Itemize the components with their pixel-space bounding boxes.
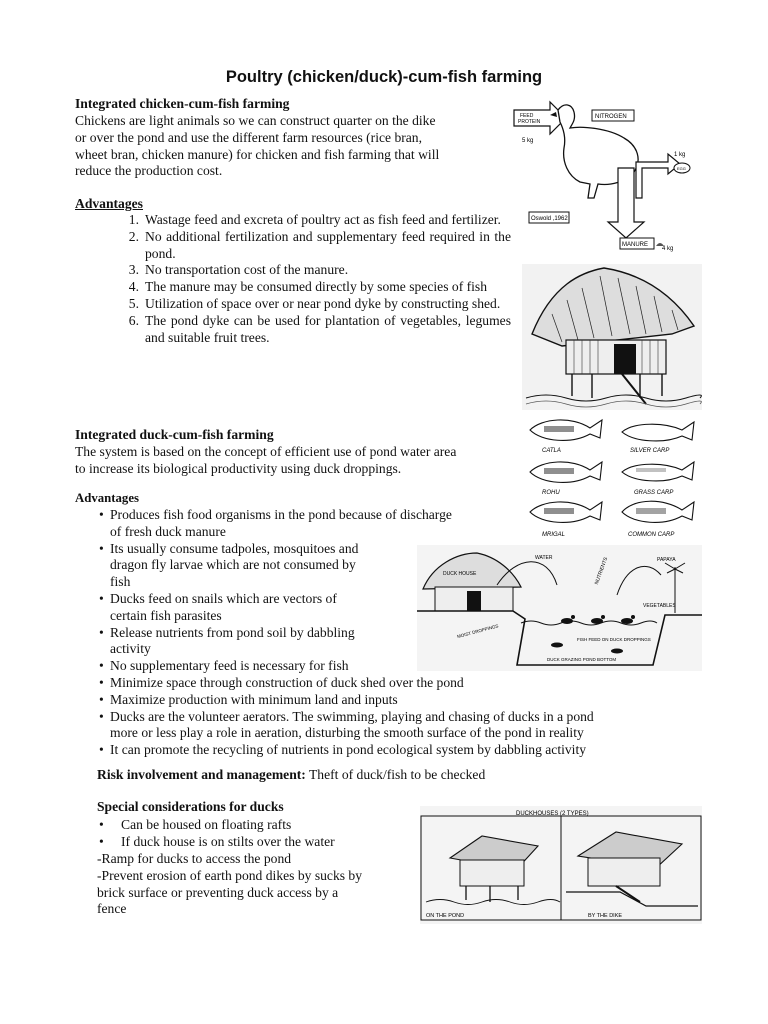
list-item	[117, 279, 511, 296]
note-line: -Prevent erosion of earth pond dikes by sucks by	[97, 867, 363, 883]
duck-houses-illustration	[420, 806, 702, 924]
nitrogen-label: NITROGEN	[595, 114, 627, 120]
bullet-line: certain fish parasites	[110, 607, 222, 623]
grass-carp-label: GRASS CARP	[634, 490, 674, 496]
egg-amount: 1 kg	[674, 152, 686, 158]
list-item	[117, 296, 511, 313]
egg-label: EGG	[677, 166, 686, 171]
droppings-label: MOIST DROPPINGS	[456, 623, 499, 640]
right-house-wall	[588, 858, 660, 886]
list-item	[117, 229, 511, 263]
list-item	[117, 262, 511, 279]
fish-feed-label: FISH FEED ON DUCK DROPPINGS	[577, 637, 651, 642]
chicken-nutrient-diagram	[512, 98, 702, 263]
rohu-label: ROHU	[542, 490, 560, 496]
duck-section-heading: Integrated duck-cum-fish farming	[75, 427, 274, 442]
item-number: 3.	[128, 262, 139, 278]
nutrients-label: NUTRIENTS	[593, 556, 610, 586]
item-text: The pond dyke can be used for plantation of vegetables, legumes and suitable fruit trees.	[145, 312, 511, 345]
chicken-house-illustration	[522, 264, 702, 410]
item-text: The manure may be consumed directly by some species of fish	[145, 279, 488, 295]
duck-pond-svg	[417, 545, 702, 671]
chicken-intro-line: wheet bran, chicken manure) for chicken and fish farming that will	[75, 146, 440, 162]
item-text: No additional fertilization and supplementary feed required in the pond.	[145, 228, 511, 261]
egg-arrow	[636, 154, 680, 198]
bullet-line: • No supplementary feed is necessary for fish	[110, 658, 349, 674]
note-line: -Ramp for ducks to access the pond	[97, 851, 292, 866]
manure-label: MANURE	[622, 242, 649, 248]
risk-text: Theft of duck/fish to be checked	[305, 767, 486, 782]
common-carp-label: COMMON CARP	[628, 532, 675, 538]
risk-management	[97, 767, 485, 784]
chicken-advantages-heading: Advantages	[75, 196, 143, 211]
bullet-line: • Maximize production with minimum land and inputs	[110, 691, 398, 707]
chicken-house-svg	[522, 264, 702, 410]
list-item	[117, 313, 511, 347]
bullet-line: of fresh duck manure	[110, 523, 226, 539]
bullet-line: • Release nutrients from pond soil by dabbling	[110, 624, 355, 640]
item-number: 5.	[128, 295, 139, 311]
list-item	[99, 817, 399, 834]
grazing-label: DUCK GRAZING POND BOTTOM	[547, 657, 617, 662]
item-number: 6.	[128, 312, 139, 328]
bullet-line: • Produces fish food organisms in the pond because of discharge	[110, 507, 452, 522]
list-item	[99, 675, 669, 692]
item-number: 2.	[128, 228, 139, 244]
duck-pond-illustration	[417, 545, 702, 671]
silver-carp-fish	[622, 422, 694, 441]
special-heading: Special considerations for ducks	[97, 799, 284, 814]
bullet-line: more or less play a role in aeration, disturbing the smooth surface of the pond in reality	[110, 725, 584, 741]
duck-house-label: DUCK HOUSE	[443, 571, 477, 577]
item-number: 1.	[128, 212, 139, 227]
special-bullets	[99, 817, 399, 851]
bullet-line: • Minimize space through construction of duck shed over the pond	[110, 674, 464, 690]
list-item	[99, 692, 669, 709]
item-text: Wastage feed and excreta of poultry act as fish feed and fertilizer.	[145, 212, 501, 227]
silver-carp-label: SILVER CARP	[630, 448, 670, 454]
list-item	[117, 212, 511, 229]
feed-label: FEED	[520, 113, 534, 119]
on-the-pond-label: ON THE POND	[426, 913, 465, 919]
chicken-intro	[75, 113, 505, 180]
source-label: Oswold ,1962	[531, 216, 568, 222]
fish-species-illustration	[522, 410, 702, 540]
bullet-line: • Can be housed on floating rafts	[121, 817, 292, 832]
list-item	[99, 709, 669, 743]
water-label: WATER	[535, 555, 553, 561]
chicken-diagram-svg	[512, 98, 702, 263]
left-house-wall	[460, 860, 524, 886]
papaya-label: PAPAYA	[657, 557, 676, 563]
duck-intro-line: The system is based on the concept of efficient use of pond water area	[75, 444, 457, 459]
bullet-line: • It can promote the recycling of nutrients in pond ecological system by dabbling activity	[110, 742, 587, 758]
feed-amount: 5 kg	[522, 138, 534, 144]
manure-amount: 4 kg	[662, 246, 674, 252]
list-item	[99, 742, 669, 759]
bullet-line: fish	[110, 574, 131, 590]
protein-label: PROTEIN	[518, 119, 541, 125]
special-notes	[97, 851, 407, 918]
duck-advantages-heading: Advantages	[75, 491, 139, 505]
item-text: No transportation cost of the manure.	[145, 262, 349, 278]
by-the-dike-label: BY THE DIKE	[588, 913, 623, 919]
chicken-advantages-list	[117, 212, 511, 346]
duck-intro-line: to increase its biological productivity using duck droppings.	[75, 460, 402, 476]
chicken-intro-line: reduce the production cost.	[75, 163, 223, 179]
note-line: brick surface or preventing duck access by a	[97, 884, 339, 900]
bullet-line: • Ducks feed on snails which are vectors of	[110, 590, 337, 606]
bullet-line: dragon fly larvae which are not consumed by	[110, 557, 356, 573]
list-item	[99, 834, 399, 851]
chicken-section-heading: Integrated chicken-cum-fish farming	[75, 96, 290, 111]
duck-houses-svg	[420, 806, 702, 924]
duck-house-door	[467, 591, 481, 611]
item-number: 4.	[128, 279, 139, 295]
item-text: Utilization of space over or near pond dyke by constructing shed.	[145, 295, 501, 311]
mrigal-label: MRIGAL	[542, 532, 566, 538]
note-line: fence	[97, 901, 127, 917]
duck-intro	[75, 444, 520, 478]
catla-label: CATLA	[542, 448, 561, 454]
chicken-intro-line: Chickens are light animals so we can construct quarter on the dike	[75, 113, 436, 128]
bullet-line: • Ducks are the volunteer aerators. The swimming, playing and chasing of ducks in a pond	[110, 708, 594, 724]
risk-label: Risk involvement and management:	[97, 767, 306, 782]
duck-houses-title: DUCKHOUSES (2 TYPES)	[516, 811, 589, 817]
fish-species-svg	[522, 410, 702, 540]
bullet-line: activity	[110, 641, 151, 657]
chicken-intro-line: or over the pond and use the different farm resources (rice bran,	[75, 129, 422, 145]
bullet-line: • If duck house is on stilts over the water	[121, 833, 335, 849]
bullet-line: • Its usually consume tadpoles, mosquitoes and	[110, 540, 359, 556]
house-doorway	[614, 344, 636, 374]
page-title: Poultry (chicken/duck)-cum-fish farming	[225, 68, 543, 86]
vegetables-label: VEGETABLES	[643, 603, 676, 609]
